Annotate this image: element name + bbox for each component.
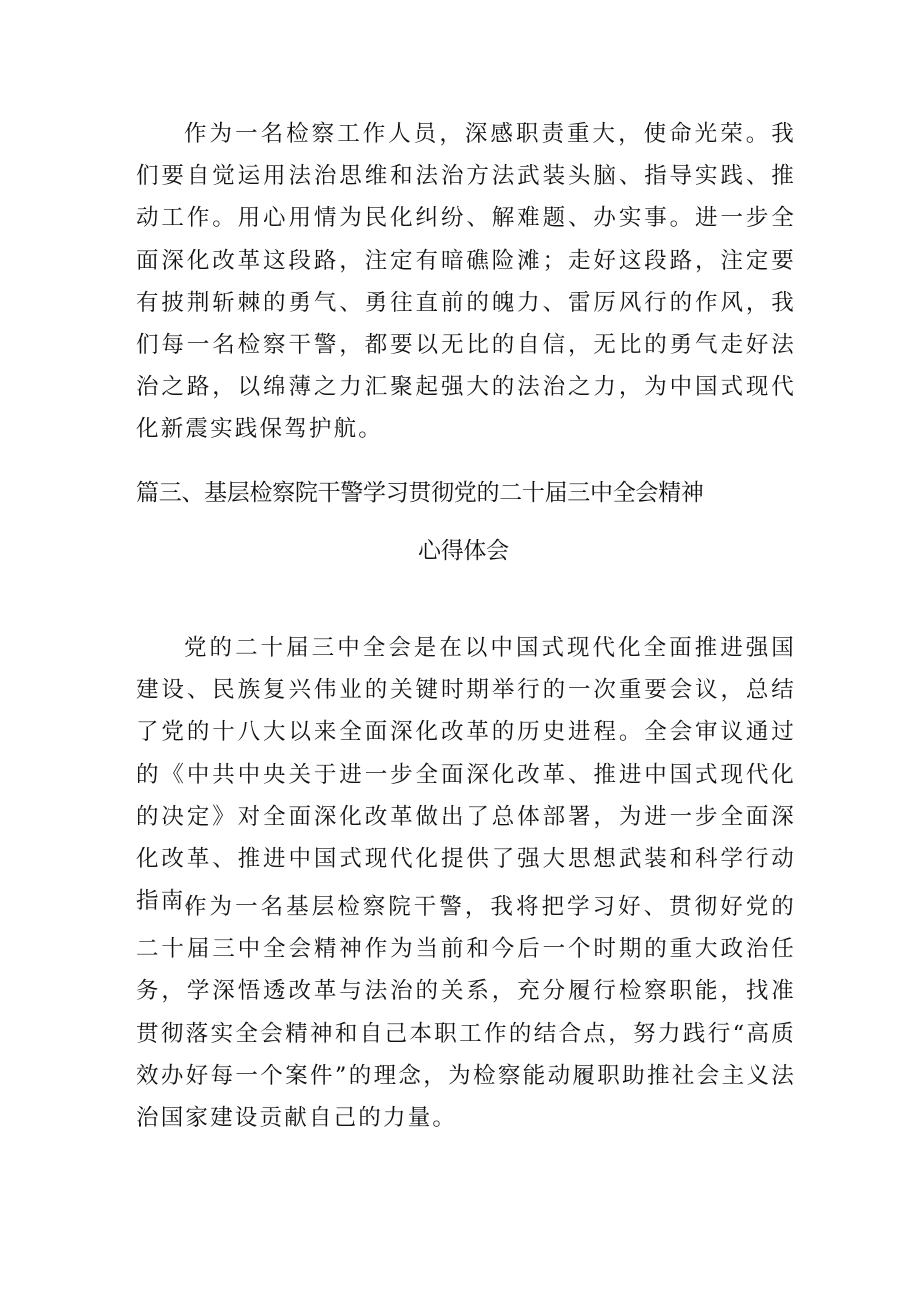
- section-title-line2: 心得体会: [418, 538, 509, 564]
- section-title-line1: 篇三、基层检察院干警学习贯彻党的二十届三中全会精神: [136, 480, 704, 506]
- paragraph-commitment: 作为一名基层检察院干警，我将把学习好、贯彻好党的二十届三中全会精神作为当前和今后一个时期的重大政治任务，学深悟透改革与法治的关系，充分履行检察职能，找准贯彻落实全会精神和自己本职工作的结合点，努力践行“高质效办好每一个案件”的理念，为检察能动履职助推社会主义法治国家建设贡献自己的力量。: [136, 894, 796, 1132]
- paragraph-closing: 作为一名检察工作人员，深感职责重大，使命光荣。我们要自觉运用法治思维和法治方法武装头脑、指导实践、推动工作。用心用情为民化纠纷、解难题、办实事。进一步全面深化改革这段路，注定有暗礁险滩；走好这段路，注定要有披荆斩棘的勇气、勇往直前的魄力、雷厉风行的作风，我们每一名检察干警，都要以无比的自信，无比的勇气走好法治之路，以绵薄之力汇聚起强大的法治之力，为中国式现代化新震实践保驾护航。: [136, 121, 796, 443]
- paragraph-intro: 党的二十届三中全会是在以中国式现代化全面推进强国建设、民族复兴伟业的关键时期举行的一次重要会议，总结了党的十八大以来全面深化改革的历史进程。全会审议通过的《中共中央关于进一步全面深化改革、推进中国式现代化的决定》对全面深化改革做出了总体部署，为进一步全面深化改革、推进中国式现代化提供了强大思想武装和科学行动指南。: [136, 635, 796, 915]
